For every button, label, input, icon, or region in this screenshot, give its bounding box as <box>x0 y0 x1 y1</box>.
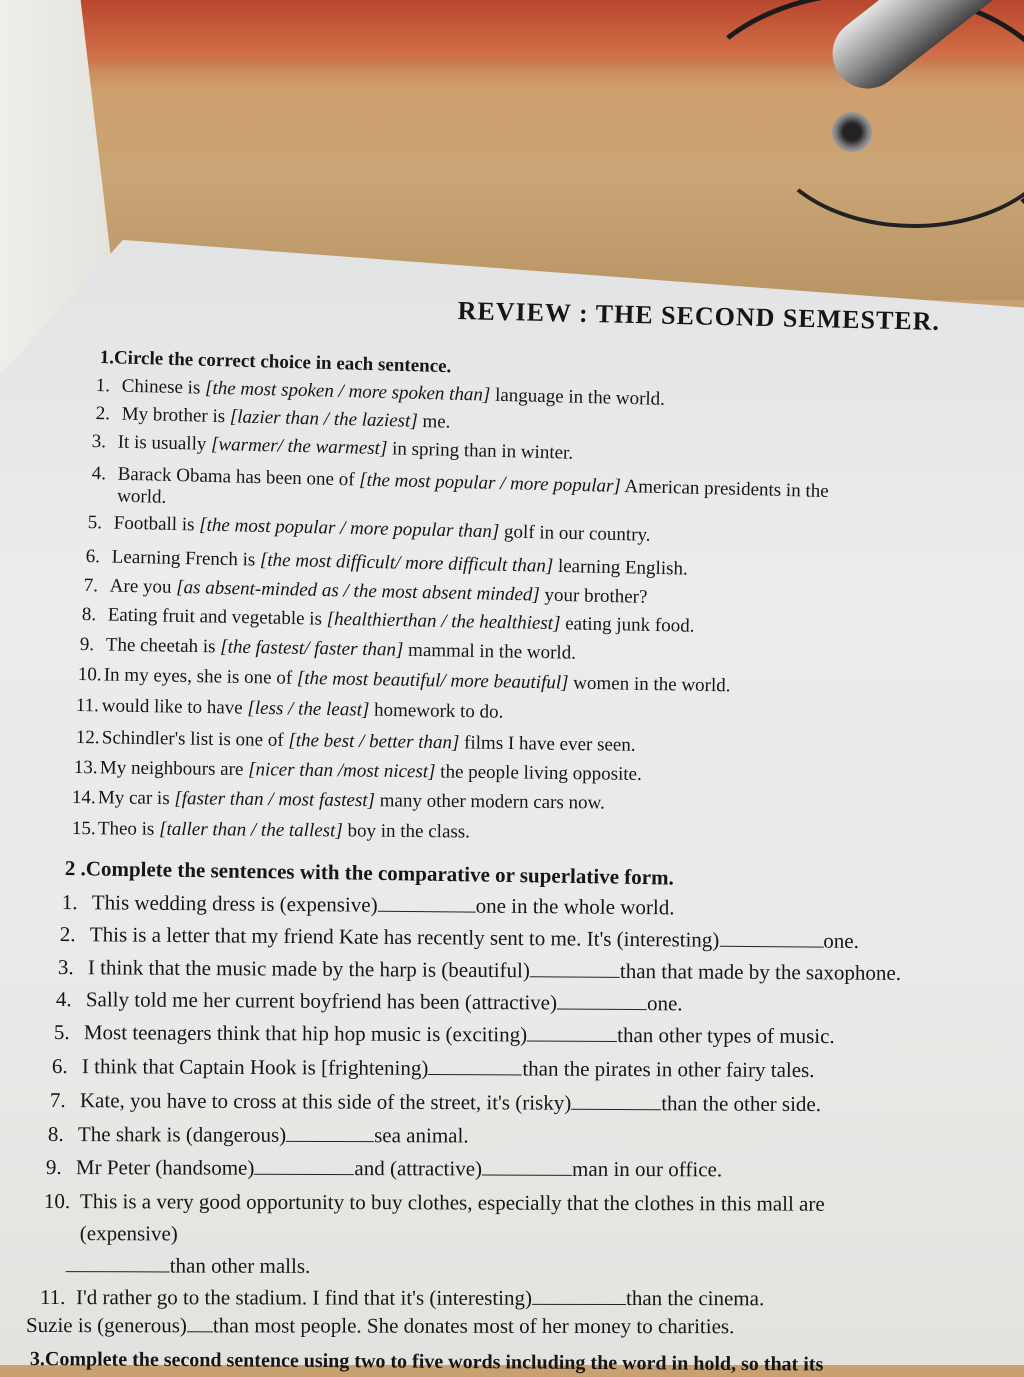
item-text: man in our office. <box>572 1157 722 1182</box>
item-text: My neighbours are <box>100 757 249 780</box>
section1-item <box>80 634 577 665</box>
answer-blank[interactable] <box>428 1053 522 1075</box>
item-text: homework to do. <box>369 700 503 723</box>
item-text: than the cinema. <box>626 1286 764 1310</box>
answer-blank[interactable] <box>719 925 823 948</box>
item-text: This is a very good opportunity to buy clothes, especially that the clothes in this mall are <box>80 1189 825 1216</box>
item-text: I think that the music made by the harp is (beautiful) <box>88 955 530 982</box>
item-text: language in the world. <box>490 385 665 410</box>
answer-blank[interactable] <box>286 1120 374 1142</box>
choice-options: [warmer/ the warmest] <box>211 434 388 459</box>
item-text: My brother is <box>121 404 230 428</box>
indent <box>91 501 117 502</box>
item-number: 4. <box>56 987 86 1012</box>
item-text: than that made by the saxophone. <box>620 959 901 985</box>
item-text: eating junk food. <box>560 613 694 637</box>
item-number: 10. <box>78 664 104 686</box>
choice-options: [the fastest/ faster than] <box>220 636 403 660</box>
item-text: one in the whole world. <box>476 894 675 920</box>
item-text: Chinese is <box>121 376 205 399</box>
item-text: American presidents in the <box>621 476 829 502</box>
answer-blank[interactable] <box>557 987 647 1010</box>
item-number: 13. <box>74 757 100 779</box>
answer-blank[interactable] <box>527 1019 617 1041</box>
item-text: one. <box>823 929 859 953</box>
item-text: Eating fruit and vegetable is <box>108 604 327 629</box>
section1-item <box>91 431 573 465</box>
item-text: In my eyes, she is one of <box>104 664 297 688</box>
answer-blank[interactable] <box>66 1250 170 1272</box>
choice-options: [the most popular / more popular] <box>359 470 621 497</box>
item-text: than most people. She donates most of her money to charities. <box>213 1313 734 1338</box>
item-number: 12. <box>76 727 102 749</box>
item-number: 9. <box>46 1155 76 1180</box>
section1-item <box>72 787 605 815</box>
item-number: 11. <box>40 1285 76 1310</box>
item-text: Schindler's list is one of <box>102 727 289 751</box>
section2-item <box>62 887 675 920</box>
section1-heading: 1.Circle the correct choice in each sentence. <box>99 347 451 378</box>
answer-blank[interactable] <box>254 1153 354 1175</box>
section2-item <box>44 1185 825 1284</box>
answer-blank[interactable] <box>571 1088 661 1110</box>
choice-options: [the most difficult/ more difficult than] <box>260 550 554 577</box>
answer-blank[interactable] <box>187 1310 213 1332</box>
item-number: 5. <box>54 1020 84 1045</box>
item-number: 15. <box>72 818 98 840</box>
item-number: 7. <box>50 1088 80 1113</box>
item-text-continued: world. <box>117 486 167 508</box>
item-text: Barack Obama has been one of <box>117 464 359 491</box>
item-number: 7. <box>84 575 110 598</box>
item-text: It is usually <box>117 432 211 455</box>
item-text: Mr Peter (handsome) <box>76 1155 255 1180</box>
item-text: mammal in the world. <box>403 640 576 664</box>
item-text: Are you <box>110 576 177 598</box>
item-number: 14. <box>72 787 98 809</box>
choice-options: [the most popular / more popular than] <box>199 515 500 543</box>
item-text: films I have ever seen. <box>459 732 635 755</box>
item-number: 1. <box>62 890 92 915</box>
section2-heading: 2 .Complete the sentences with the comparative or superlative form. <box>65 856 674 891</box>
item-text: The shark is (dangerous) <box>78 1122 286 1147</box>
item-text: Learning French is <box>112 547 261 571</box>
section2-item <box>60 919 859 954</box>
item-number: 8. <box>82 604 108 626</box>
item-text: This wedding dress is (expensive) <box>92 890 378 916</box>
section1-item <box>76 727 636 757</box>
item-text: Theo is <box>98 818 159 840</box>
item-text: women in the world. <box>568 673 730 697</box>
item-text: The cheetah is <box>106 634 221 657</box>
section3-heading: 3.Complete the second sentence using two to five words including the word in hold, so that its <box>30 1348 824 1377</box>
item-text: than the pirates in other fairy tales. <box>522 1056 814 1082</box>
section1-item <box>78 664 731 697</box>
item-number: 9. <box>80 634 106 656</box>
section2-item <box>52 1051 815 1083</box>
section1-item <box>72 818 470 843</box>
item-number: 2. <box>60 922 90 947</box>
section1-item <box>82 604 695 638</box>
item-text: me. <box>417 411 450 433</box>
item-text: in spring than in winter. <box>387 438 573 464</box>
choice-options: [healthierthan / the healthiest] <box>327 609 561 634</box>
item-text: Suzie is (generous) <box>26 1313 187 1337</box>
item-number: 8. <box>48 1122 78 1147</box>
item-number: 6. <box>52 1054 82 1079</box>
item-number: 3. <box>91 431 118 454</box>
section2-item <box>26 1310 734 1339</box>
item-text: sea animal. <box>374 1123 469 1147</box>
item-text: Most teenagers think that hip hop music is (exciting) <box>84 1020 527 1046</box>
section2-item <box>48 1119 469 1148</box>
choice-options: [lazier than / the laziest] <box>230 406 418 432</box>
item-text: than other types of music. <box>617 1023 835 1048</box>
item-text: learning English. <box>553 556 688 580</box>
answer-blank[interactable] <box>482 1154 572 1176</box>
item-number: 1. <box>95 375 122 398</box>
item-text: many other modern cars now. <box>375 790 605 813</box>
answer-blank[interactable] <box>530 955 620 978</box>
section2-item <box>46 1152 722 1182</box>
choice-options: [less / the least] <box>247 698 369 721</box>
item-number: 5. <box>88 512 114 535</box>
section1-item <box>76 695 504 724</box>
item-number: 4. <box>91 463 118 486</box>
item-number: 2. <box>95 403 122 426</box>
choice-options: [faster than / most fastest] <box>174 788 375 811</box>
section1-item <box>84 575 648 609</box>
item-text: Kate, you have to cross at this side of the street, it's (risky) <box>80 1088 571 1115</box>
item-number: 11. <box>76 695 102 717</box>
item-text: your brother? <box>540 585 648 608</box>
choice-options: [the most beautiful/ more beautiful] <box>297 668 569 694</box>
answer-blank[interactable] <box>378 890 476 913</box>
choice-options: [taller than / the tallest] <box>159 819 343 842</box>
answer-blank[interactable] <box>532 1283 626 1305</box>
section2-item <box>58 952 901 986</box>
choice-options: [the most spoken / more spoken than] <box>205 378 491 406</box>
item-text: than other malls. <box>170 1253 311 1277</box>
item-number: 3. <box>58 955 88 980</box>
section2-item <box>54 1017 835 1049</box>
choice-options: [as absent-minded as / the most absent minded] <box>176 577 540 606</box>
item-text: than the other side. <box>661 1091 821 1116</box>
section2-item <box>56 984 683 1016</box>
item-text: the people living opposite. <box>435 761 642 785</box>
item-text: Sally told me her current boyfriend has been (attractive) <box>86 987 557 1014</box>
choice-options: [nicer than /most nicest] <box>248 759 436 782</box>
item-number: 10. <box>44 1185 80 1217</box>
section2-item <box>40 1282 764 1311</box>
item-text: and (attractive) <box>354 1156 482 1180</box>
page-title: REVIEW : THE SECOND SEMESTER. <box>457 296 940 337</box>
item-number: 6. <box>86 546 112 569</box>
item-text: golf in our country. <box>499 521 651 545</box>
item-text: boy in the class. <box>343 820 470 842</box>
item-text: one. <box>647 991 683 1015</box>
item-text: (expensive) <box>80 1221 178 1245</box>
item-text: would like to have <box>102 695 248 718</box>
item-text: I think that Captain Hook is [frightening) <box>82 1054 429 1080</box>
section1-item <box>95 403 450 434</box>
section1-item <box>74 757 642 786</box>
item-text: My car is <box>98 787 175 809</box>
item-text: Football is <box>114 513 200 536</box>
section1-item <box>86 546 688 581</box>
item-text: I'd rather go to the stadium. I find that it's (interesting) <box>76 1285 532 1310</box>
item-text: This is a letter that my friend Kate has recently sent to me. It's (interesting) <box>90 922 720 951</box>
section2-item <box>50 1085 821 1117</box>
choice-options: [the best / better than] <box>288 730 459 753</box>
